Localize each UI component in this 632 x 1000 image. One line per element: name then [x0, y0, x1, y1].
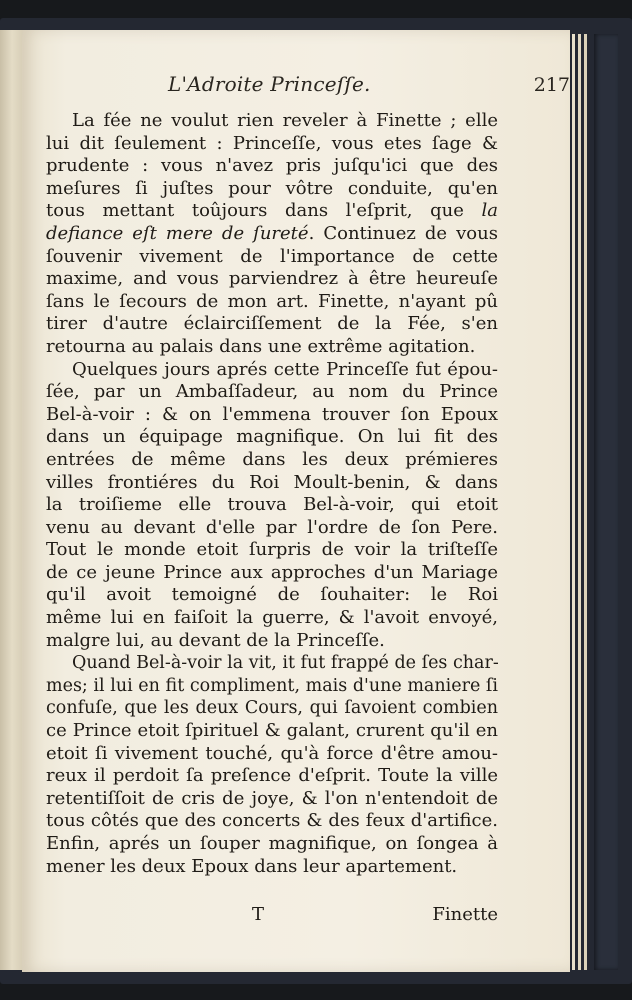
- text-line: prudente : vous n'avez pris juſqu'ici que des: [46, 155, 498, 177]
- text-line: même lui en faiſoit la guerre, & l'avoit envoyé,: [46, 607, 498, 629]
- text-line: defiance eſt mere de ſureté. Continuez de vous: [46, 222, 498, 244]
- text-line: tous côtés que des concerts & des feux d'artifice.: [46, 810, 498, 832]
- text-line: Quand Bel-à-voir la vit, it fut frappé de ſes char-: [72, 653, 499, 674]
- paragraph: [46, 652, 498, 878]
- text-line: reux il perdoit ſa preſence d'eſprit. Toute la ville: [46, 765, 498, 787]
- text-line: retentiſſoit de cris de joye, & l'on n'entendoit de: [46, 787, 498, 809]
- catchword: Finette: [432, 904, 498, 925]
- paragraph: [46, 110, 498, 359]
- text-line: qu'il avoit temoigné de ſouhaiter: le Roi: [46, 584, 498, 606]
- italic-text: la: [481, 200, 498, 222]
- text-line: entrées de même dans les deux prémieres: [46, 448, 498, 470]
- page-number: 217: [533, 74, 570, 96]
- page-stack-edge: [584, 34, 587, 970]
- text-line: dans un équipage magnifique. On lui fit des: [46, 426, 498, 448]
- text-line: malgre lui, au devant de la Princeſſe.: [46, 629, 385, 651]
- text-line: de ce jeune Prince aux approches d'un Mariage: [46, 561, 498, 583]
- text-line: ſouvenir vivement de l'importance de cette: [46, 245, 498, 267]
- text-line: tirer d'autre éclairciſſement de la Fée, s'en: [46, 313, 498, 335]
- italic-text: defiance eſt mere de ſureté: [46, 222, 309, 244]
- text-line: la troiſieme elle trouva Bel-à-voir, qui etoit: [46, 494, 498, 516]
- text-line: villes frontiéres du Roi Moult-benin, & dans: [46, 471, 498, 493]
- text-line: mener les deux Epoux dans leur apartement.: [46, 855, 458, 877]
- text-line: Enfin, aprés un ſouper magnifique, on ſongea à: [46, 833, 498, 854]
- text-line: ſans le ſecours de mon art. Finette, n'ayant pû: [46, 290, 498, 312]
- text-line: etoit ſi vivement touché, qu'à force d'être amou-: [46, 742, 498, 764]
- text-line: Tout le monde etoit ſurpris de voir la triſteſſe: [46, 539, 498, 561]
- page-footer: [46, 904, 498, 928]
- running-head-title: L'Adroite Princeſſe.: [168, 72, 371, 96]
- page-stack-edge: [578, 34, 581, 970]
- text-line: ſée, par un Ambaſſadeur, au nom du Prince: [46, 381, 498, 403]
- running-head: [0, 72, 632, 106]
- body-text: [46, 110, 498, 878]
- text-line: Quelques jours aprés cette Princeſſe fut épou-: [72, 358, 498, 380]
- facing-page-edge: [0, 30, 23, 970]
- text-line: lui dit ſeulement : Princeſſe, vous etes ſage &: [46, 132, 498, 154]
- text-line: mes; il lui en fit compliment, mais d'une maniere ſi: [46, 675, 498, 696]
- paragraph: [46, 359, 498, 653]
- text-line: La fée ne voulut rien reveler à Finette ; elle: [72, 110, 498, 131]
- signature-mark: T: [252, 904, 265, 925]
- text-line: retourna au palais dans une extrême agitation.: [46, 335, 476, 357]
- text-line: ce Prince etoit ſpirituel & galant, crurent qu'il en: [46, 720, 498, 742]
- text-line: maxime, and vous parviendrez à être heureuſe: [46, 268, 498, 290]
- text-line: meſures ſi juſtes pour vôtre conduite, qu'en: [46, 177, 498, 199]
- text-line: Bel-à-voir : & on l'emmena trouver ſon Epoux: [46, 403, 498, 425]
- text-line: venu au devant d'elle par l'ordre de ſon Pere.: [46, 516, 498, 538]
- page-stack-edge: [572, 34, 575, 970]
- text-line: tous mettant toûjours dans l'eſprit, que la: [46, 200, 498, 222]
- text-line: confuſe, que les deux Cours, qui ſavoient combien: [46, 698, 498, 719]
- book-spine: [594, 34, 618, 970]
